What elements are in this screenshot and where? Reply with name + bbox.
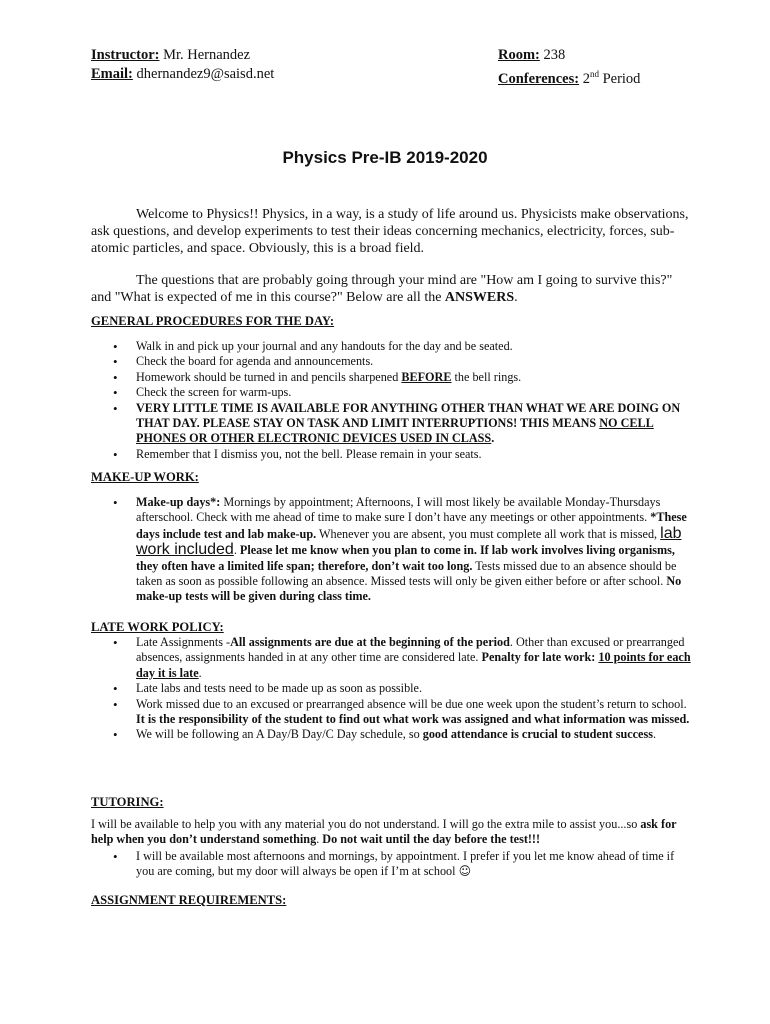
intro-paragraph-2: The questions that are probably going through your mind are "How am I going to survive this?" and "What is expected of me in this course?" Below are all the ANSWERS. bbox=[91, 273, 673, 305]
list-item: • Homework should be turned in and pencils sharpened BEFORE the bell rings. bbox=[91, 370, 691, 385]
instructor-line bbox=[91, 46, 250, 65]
general-procedures-heading: GENERAL PROCEDURES FOR THE DAY: bbox=[91, 314, 335, 328]
intro-paragraph-1: Welcome to Physics!! Physics, in a way, is a study of life around us. Physicists make observations, ask questions, and develop experiments to test their ideas concerning mechanics, electricity, forces, sub-atomic particles, and space. Obviously, this is a broad field. bbox=[91, 207, 689, 256]
general-procedures-list bbox=[91, 339, 691, 462]
list-item: • Walk in and pick up your journal and any handouts for the day and be seated. bbox=[91, 339, 691, 354]
makeup-work-list bbox=[91, 495, 691, 605]
list-item: • Late Assignments -All assignments are due at the beginning of the period. Other than excused or prearranged absences, assignments handed in at any other time are considered late. Penalty for late work: 10 points for each day it is late. bbox=[91, 635, 691, 681]
list-item: • Check the screen for warm-ups. bbox=[91, 385, 691, 400]
room-line bbox=[498, 46, 565, 65]
handwritten-lab-work-note: lab work included bbox=[136, 524, 682, 559]
conferences-label: Conferences: bbox=[498, 70, 580, 87]
tutoring-heading: TUTORING: bbox=[91, 795, 164, 809]
email-value: dhernandez9@saisd.net bbox=[136, 66, 275, 82]
late-work-heading: LATE WORK POLICY: bbox=[91, 620, 224, 634]
list-item: • Work missed due to an excused or prearranged absence will be due one week upon the student’s return to school. It is the responsibility of the student to find out what work was assigned and what information was missed. bbox=[91, 697, 691, 728]
list-item: • We will be following an A Day/B Day/C Day schedule, so good attendance is crucial to student success. bbox=[91, 727, 691, 742]
conferences-value: 2nd Period bbox=[582, 69, 641, 87]
list-item: • Remember that I dismiss you, not the bell. Please remain in your seats. bbox=[91, 447, 691, 462]
email-label: Email: bbox=[91, 66, 133, 82]
room-label: Room: bbox=[498, 47, 540, 63]
late-work-list bbox=[91, 635, 691, 743]
list-item: • Late labs and tests need to be made up as soon as possible. bbox=[91, 681, 691, 696]
email-line bbox=[91, 65, 274, 84]
list-item: • Make-up days*: Mornings by appointment; Afternoons, I will most likely be available Monday-Thursdays afterschool. Check with me ahead of time to make sure I don’t have any meetings or other appointments. *These days include test and lab make-up. Whenever you are absent, you must complete all work that is missed, lab work included. Please let me know when you plan to come in. If lab work involves living organisms, they often have a limited life span; therefore, don’t wait too long. Tests missed due to an absence should be taken as soon as possible following an absence. Missed tests will only be given either before or after school. No make-up tests will be given during class time. bbox=[91, 495, 691, 605]
makeup-work-heading: MAKE-UP WORK: bbox=[91, 470, 199, 484]
instructor-label: Instructor: bbox=[91, 47, 160, 63]
list-item: • VERY LITTLE TIME IS AVAILABLE FOR ANYTHING OTHER THAN WHAT WE ARE DOING ON THAT DAY. PLEASE STAY ON TASK AND LIMIT INTERRUPTIONS! THIS MEANS NO CELL PHONES OR OTHER ELECTRONIC DEVICES USED IN CLASS. bbox=[91, 401, 691, 447]
tutoring-list bbox=[91, 849, 691, 880]
list-item: • I will be available most afternoons and mornings, by appointment. I prefer if you let me know ahead of time if you are coming, but my door will always be open if I’m at school ☺ bbox=[91, 849, 691, 880]
instructor-value: Mr. Hernandez bbox=[163, 47, 251, 63]
assignment-requirements-heading: ASSIGNMENT REQUIREMENTS: bbox=[91, 893, 287, 907]
conferences-line bbox=[498, 65, 640, 89]
list-item: • Check the board for agenda and announcements. bbox=[91, 354, 691, 369]
page-title: Physics Pre-IB 2019-2020 bbox=[282, 148, 488, 167]
tutoring-paragraph: I will be available to help you with any material you do not understand. I will go the extra mile to assist you...so ask for help when you don’t understand something. Do not wait until the day before the test!!! bbox=[91, 817, 677, 847]
smiley-icon: ☺ bbox=[458, 864, 472, 879]
room-value: 238 bbox=[543, 47, 566, 63]
